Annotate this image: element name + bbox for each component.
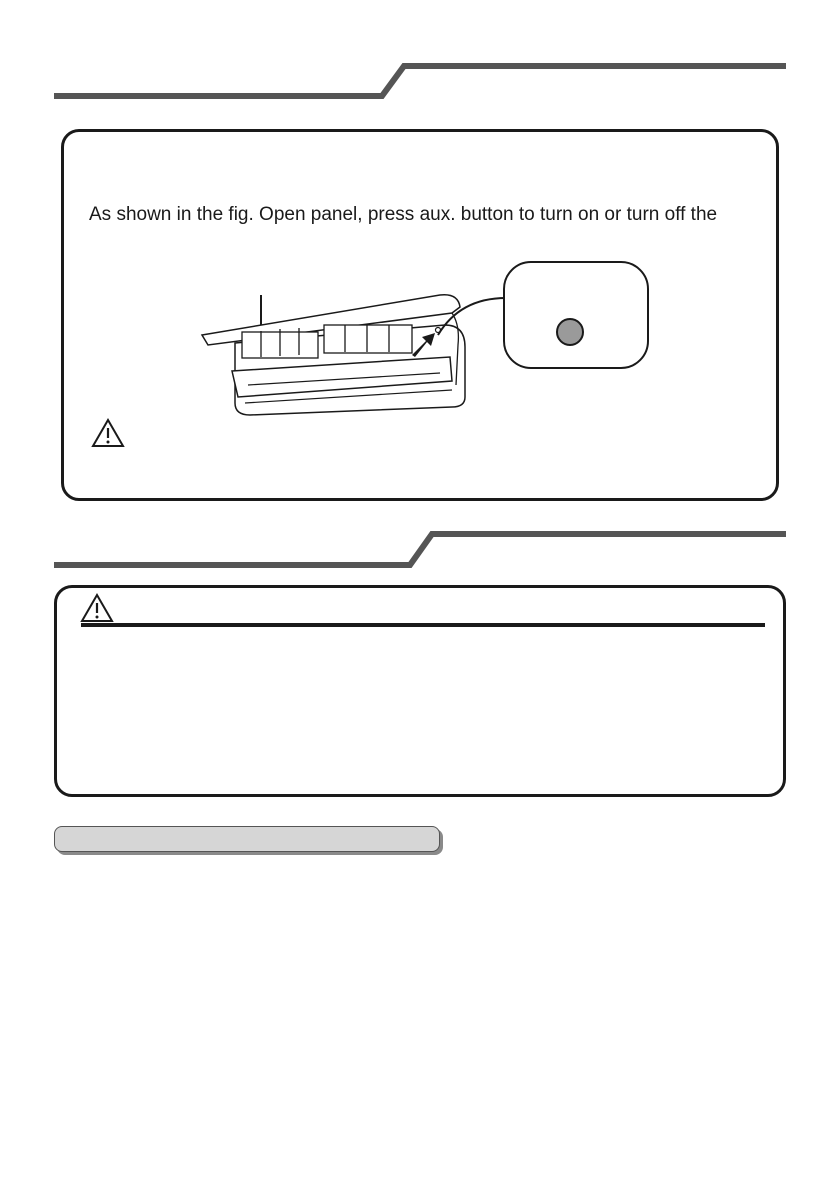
callout-leader-line — [430, 290, 510, 350]
aux-button-zoom-callout — [503, 261, 649, 369]
aux-button-instruction: As shown in the fig. Open panel, press aux. button to turn on or turn off the — [89, 204, 718, 225]
warning-triangle-icon — [91, 418, 125, 448]
warning-header-rule — [81, 623, 765, 627]
warning-section-box — [54, 585, 786, 797]
section-header-rule — [0, 0, 840, 120]
aux-button — [556, 318, 584, 346]
warning-triangle-icon — [80, 593, 114, 623]
subsection-heading-bar — [54, 826, 440, 852]
section-header-rule-2 — [0, 520, 840, 580]
